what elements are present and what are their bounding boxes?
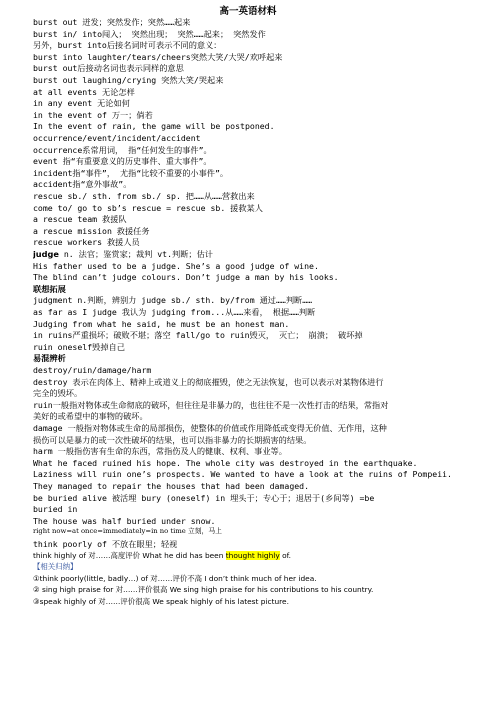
text-line: incident指“事件”， 尤指“比较不重要的小事件”。 xyxy=(33,167,229,178)
text-line: ruin一般指对物体或生命彻底的破坏，但往往是非暴力的，也往往不是一次性打击的结果，常指对 xyxy=(33,399,389,410)
text-line: come to/ go to sb’s rescue = rescue sb. 援救某人 xyxy=(33,202,263,213)
text-line: In the event of rain, the game will be postponed. xyxy=(33,121,275,132)
text-line: 美好的或希望中的事物的破坏。 xyxy=(33,411,148,422)
text-line: burst out laughing/crying 突然大笑/哭起来 xyxy=(33,75,224,85)
text-line: 【相关归纳】 xyxy=(33,562,78,572)
text-line: harm 一般指伤害有生命的东西，常指伤及人的健康、权利、事业等。 xyxy=(33,446,287,457)
text-line: 易混辨析 xyxy=(33,353,66,364)
text-line: in ruins严重损坏；破败不堪；落空 fall/go to ruin毁灭， 灭亡； 崩溃； 破坏掉 xyxy=(33,330,363,341)
text-line: judge n. 法官；鉴赏家；裁判 vt.判断；估计 xyxy=(33,249,213,259)
text-line: burst out后接动名词也表示同样的意思 xyxy=(33,63,184,74)
text-line: ② sing high praise for 对……评价很高 We sing high praise for his contributions to his country. xyxy=(33,585,374,595)
text-line: 另外，burst into后接名词时可表示不同的意义： xyxy=(33,40,222,51)
text-line: They managed to repair the houses that had been damaged. xyxy=(33,481,310,491)
text-line: Laziness will ruin one’s prospects. We wanted to have a look at the ruins of Pompeii. xyxy=(33,469,452,480)
text-line: at all events 无论怎样 xyxy=(33,86,135,97)
text-line: 完全的毁坏。 xyxy=(33,388,83,399)
text-line: Judging from what he said, he must be an honest man. xyxy=(33,318,290,329)
text-line: The blind can’t judge colours. Don’t judge a man by his looks. xyxy=(33,272,339,283)
text-line: 损伤可以是暴力的或一次性破坏的结果，也可以指非暴力的长期损害的结果。 xyxy=(33,434,312,445)
text-line: burst into laughter/tears/cheers突然大笑/大哭/欢呼起来 xyxy=(33,51,283,62)
text-line: a rescue team 救援队 xyxy=(33,214,127,225)
text-line: occurrence系常用词， 指“任何发生的事件”。 xyxy=(33,144,212,155)
text-line: a rescue mission 救援任务 xyxy=(33,225,150,236)
text-line: rescue sb./ sth. from sb./ sp. 把……从……营救出来 xyxy=(33,191,255,201)
text-line: ③speak highly of 对……评价很高 We speak highly of his latest picture. xyxy=(33,597,289,606)
text-line: as far as I judge 我认为 judging from...从……来看， 根据……判断 xyxy=(33,307,316,317)
text-line: His father used to be a judge. She’s a good judge of wine. xyxy=(33,260,319,271)
text-line: damage 一般指对物体或生命的局部损伤，使整体的价值或作用降低或变得无价值、无作用，这种 xyxy=(33,423,387,433)
text-line: burst in/ into闯入； 突然出现； 突然……起来； 突然发作 xyxy=(33,28,266,39)
text-line: ①think poorly(little, badly…) of 对……评价不高 I don’t think much of her idea. xyxy=(33,573,317,583)
text-line: buried in xyxy=(33,504,78,515)
text-line: judgment n.判断，辨别力 judge sb./ sth. by/from 通过……判断…… xyxy=(33,295,313,306)
text-line: What he faced ruined his hope. The whole city was destroyed in the earthquake. xyxy=(33,457,418,468)
text-line: be buried alive 被活埋 bury (oneself) in 埋头于；专心于；退居于(乡间等) =be xyxy=(33,492,375,503)
document-title: 高一英语材料 xyxy=(219,6,277,17)
text-line: accident指“意外事故”。 xyxy=(33,179,132,190)
text-line: event 指“有重要意义的历史事件、重大事件”。 xyxy=(33,156,212,167)
text-line: right now=at once=immediately=in no time 立刻，马上 xyxy=(33,527,222,536)
text-line: The house was half buried under snow. xyxy=(33,515,216,526)
text-line: in any event 无论如何 xyxy=(33,98,130,109)
text-line: destroy/ruin/damage/harm xyxy=(33,365,152,375)
text-line: burst out 迸发；突然发作；突然……起来 xyxy=(33,17,191,27)
text-line: destroy 表示在肉体上、精神上或道义上的彻底摧毁，使之无法恢复，也可以表示对某物体进行 xyxy=(33,376,384,387)
text-line: in the event of 万一；倘若 xyxy=(33,109,153,120)
text-line: think highly of 对……高度评价 What he did has been thought highly of. xyxy=(33,550,292,560)
text-line: ruin oneself毁掉自己 xyxy=(33,341,125,352)
text-line: occurrence/event/incident/accident xyxy=(33,133,201,143)
text-line: think poorly of 不放在眼里；轻视 xyxy=(33,539,178,549)
text-line: 联想拓展 xyxy=(33,283,66,294)
text-line: rescue workers 救援人员 xyxy=(33,237,140,248)
